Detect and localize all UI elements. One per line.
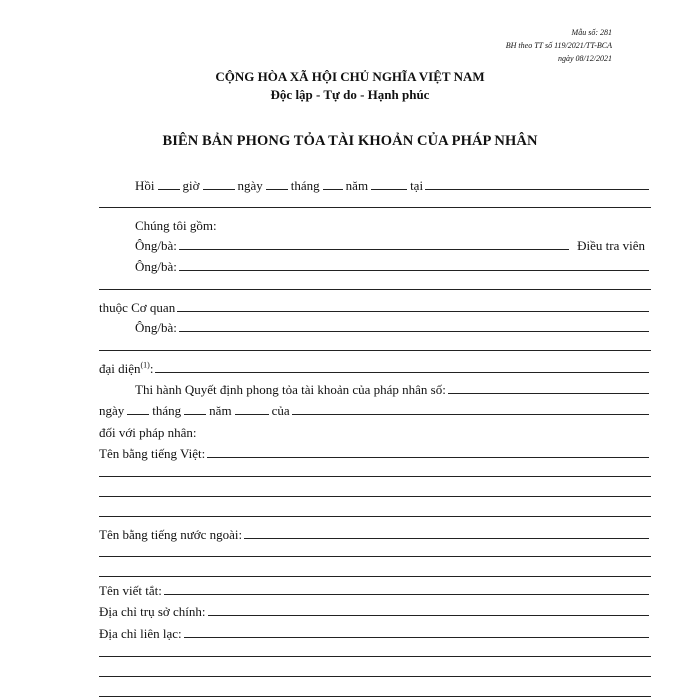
vietnamese-name-row xyxy=(99,446,651,462)
person-row-2 xyxy=(135,259,651,275)
label-ten-viet: Tên bằng tiếng Việt: xyxy=(99,446,206,461)
contact-address-field[interactable] xyxy=(184,626,649,638)
document-title: BIÊN BẢN PHONG TỎA TÀI KHOẢN CỦA PHÁP NHÂN xyxy=(162,133,538,149)
dai-dien-text: đại diện xyxy=(99,361,141,376)
foreign-name-line-3[interactable] xyxy=(99,576,651,577)
person-row-3 xyxy=(135,320,651,336)
contact-address-row xyxy=(99,626,651,642)
vietnamese-name-line-2[interactable] xyxy=(99,476,651,477)
agency-field[interactable] xyxy=(177,300,649,312)
label-thang: tháng xyxy=(152,403,182,418)
agency-row xyxy=(99,300,651,316)
decision-month-field[interactable] xyxy=(184,403,206,415)
label-nam: năm xyxy=(209,403,232,418)
label-ten-viet-tat: Tên viết tắt: xyxy=(99,583,162,598)
short-name-field[interactable] xyxy=(164,583,649,595)
colon: : xyxy=(149,361,154,376)
issuer-field[interactable] xyxy=(292,403,649,415)
person-3-field-continued[interactable] xyxy=(99,350,651,351)
decision-number-field[interactable] xyxy=(448,382,649,394)
label-dia-chi-tru-so: Địa chỉ trụ sở chính: xyxy=(99,604,206,619)
year-field[interactable] xyxy=(371,178,407,190)
decision-date-row xyxy=(99,403,651,419)
vietnamese-name-field[interactable] xyxy=(207,446,649,458)
month-field[interactable] xyxy=(323,178,343,190)
label-gio: giờ xyxy=(182,178,200,193)
form-number-note xyxy=(452,26,612,65)
investigator-name-field[interactable] xyxy=(179,238,569,250)
label-thi-hanh: Thi hành Quyết định phong tỏa tài khoản của pháp nhân số: xyxy=(135,382,446,397)
foreign-name-field[interactable] xyxy=(244,527,649,539)
head-office-field[interactable] xyxy=(208,604,649,616)
investigator-row xyxy=(135,238,645,254)
footnote-marker: (1) xyxy=(140,360,150,370)
motto-heading: Độc lập - Tự do - Hạnh phúc xyxy=(270,87,430,102)
label-ong-ba: Ông/bà: xyxy=(135,320,177,335)
foreign-name-line-2[interactable] xyxy=(99,556,651,557)
label-dieu-tra-vien: Điều tra viên xyxy=(577,238,645,253)
contact-address-line-4[interactable] xyxy=(99,696,651,697)
form-circular: BH theo TT số 119/2021/TT-BCA xyxy=(505,41,612,50)
hour-field[interactable] xyxy=(158,178,180,190)
person-2-field-continued[interactable] xyxy=(99,289,651,290)
day-field[interactable] xyxy=(266,178,288,190)
label-nam: năm xyxy=(345,178,369,193)
label-ngay: ngày xyxy=(237,178,263,193)
label-dia-chi-lien-lac: Địa chỉ liên lạc: xyxy=(99,626,182,641)
form-number: Mẫu số: 281 xyxy=(571,28,612,37)
label-hoi: Hồi xyxy=(135,178,155,193)
place-field[interactable] xyxy=(425,178,649,190)
foreign-name-row xyxy=(99,527,651,543)
vietnamese-name-line-4[interactable] xyxy=(99,516,651,517)
entity-label: đối với pháp nhân: xyxy=(99,425,197,440)
person-2-field[interactable] xyxy=(179,259,649,271)
label-ong-ba: Ông/bà: xyxy=(135,238,177,253)
members-label: Chúng tôi gồm: xyxy=(135,218,217,233)
short-name-row xyxy=(99,583,651,599)
minute-field[interactable] xyxy=(203,178,235,190)
entity-intro xyxy=(99,425,197,441)
decision-day-field[interactable] xyxy=(127,403,149,415)
contact-address-line-3[interactable] xyxy=(99,676,651,677)
label-thuoc-co-quan: thuộc Cơ quan xyxy=(99,300,176,315)
label-ten-nuoc-ngoai: Tên bằng tiếng nước ngoài: xyxy=(99,527,243,542)
head-office-row xyxy=(99,604,651,620)
label-thang: tháng xyxy=(290,178,320,193)
contact-address-line-2[interactable] xyxy=(99,656,651,657)
representative-row xyxy=(99,361,651,377)
label-ong-ba: Ông/bà: xyxy=(135,259,177,274)
form-date: ngày 08/12/2021 xyxy=(558,54,612,63)
decision-year-field[interactable] xyxy=(235,403,269,415)
decision-row xyxy=(135,382,651,398)
label-cua: của xyxy=(271,403,290,418)
label-ngay: ngày xyxy=(99,403,125,418)
label-dai-dien xyxy=(99,361,153,377)
place-field-continued[interactable] xyxy=(99,207,651,208)
label-tai: tại xyxy=(410,178,424,193)
person-3-field[interactable] xyxy=(179,320,649,332)
members-intro xyxy=(135,218,217,234)
vietnamese-name-line-3[interactable] xyxy=(99,496,651,497)
nation-heading: CỘNG HÒA XÃ HỘI CHỦ NGHĨA VIỆT NAM xyxy=(215,69,485,84)
representative-field[interactable] xyxy=(155,361,649,373)
time-place-row xyxy=(135,178,651,194)
